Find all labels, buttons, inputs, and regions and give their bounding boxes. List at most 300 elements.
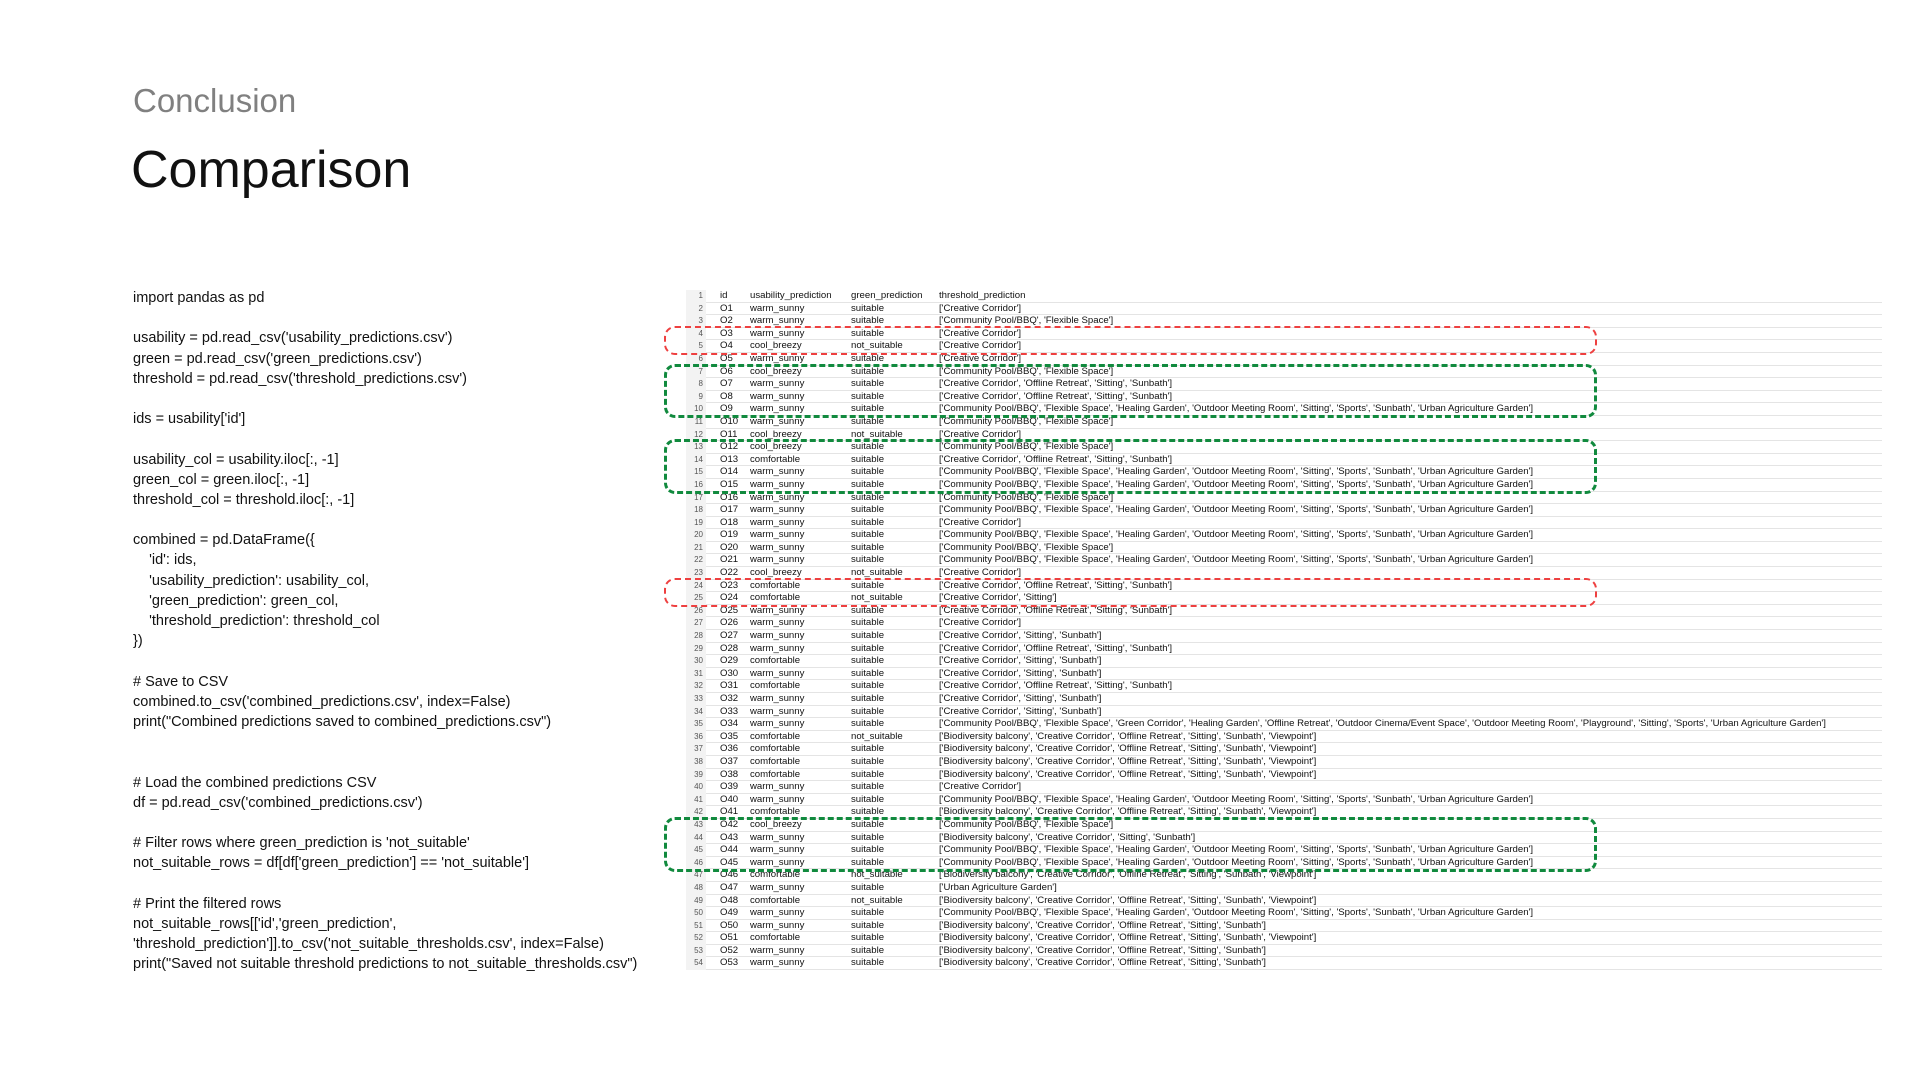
usability-cell: comfortable — [750, 932, 801, 944]
green-cell: suitable — [851, 554, 885, 566]
row-number: 53 — [686, 945, 706, 958]
row-number: 30 — [686, 655, 706, 668]
row-number: 43 — [686, 819, 706, 832]
green-cell: not_suitable — [851, 592, 903, 604]
row-number: 8 — [686, 378, 706, 391]
green-cell: suitable — [851, 365, 885, 377]
row-number: 18 — [686, 504, 706, 517]
green-cell: suitable — [851, 529, 885, 541]
row-number: 21 — [686, 542, 706, 555]
green-cell: suitable — [851, 881, 885, 893]
table-row — [686, 945, 1882, 958]
code-line: df = pd.read_csv('combined_predictions.csv') — [133, 794, 423, 811]
row-number: 44 — [686, 832, 706, 845]
id-cell: O36 — [720, 743, 739, 755]
green-cell: suitable — [851, 844, 885, 856]
id-cell: O20 — [720, 541, 739, 553]
table-row — [686, 718, 1882, 731]
code-line — [133, 389, 637, 409]
threshold-cell: ['Biodiversity balcony', 'Creative Corridor', 'Offline Retreat', 'Sitting', 'Sunbath', 'Viewpoint'] — [939, 894, 1317, 906]
green-cell: suitable — [851, 453, 885, 465]
id-cell: O47 — [720, 881, 739, 893]
table-row — [686, 769, 1882, 782]
row-number: 37 — [686, 743, 706, 756]
row-number: 2 — [686, 303, 706, 316]
usability-cell: cool_breezy — [750, 365, 802, 377]
usability-cell: comfortable — [750, 806, 801, 818]
threshold-cell: ['Creative Corridor'] — [939, 516, 1022, 528]
id-cell: O31 — [720, 680, 739, 692]
code-line — [133, 813, 637, 833]
usability-cell: warm_sunny — [750, 718, 805, 730]
threshold-cell: ['Creative Corridor'] — [939, 617, 1022, 629]
threshold-cell: ['Biodiversity balcony', 'Creative Corridor', 'Offline Retreat', 'Sitting', 'Sunbath'] — [939, 944, 1266, 956]
id-cell: O42 — [720, 818, 739, 830]
green-cell: suitable — [851, 541, 885, 553]
id-cell: O37 — [720, 755, 739, 767]
green-cell: suitable — [851, 378, 885, 390]
table-row — [686, 643, 1882, 656]
green-cell: suitable — [851, 806, 885, 818]
id-cell: O38 — [720, 768, 739, 780]
row-number: 50 — [686, 907, 706, 920]
green-highlight-box — [664, 364, 1597, 418]
usability-cell: warm_sunny — [750, 831, 805, 843]
table-row — [686, 517, 1882, 530]
threshold-cell: ['Community Pool/BBQ', 'Flexible Space', 'Healing Garden', 'Outdoor Meeting Room', 'Sitting', 'Sports', 'Sunbath', 'Urban Agriculture Garden'] — [939, 856, 1534, 868]
id-cell: O11 — [720, 428, 738, 440]
green-cell: suitable — [851, 478, 885, 490]
table-row — [686, 907, 1882, 920]
id-cell: O35 — [720, 730, 739, 742]
code-line — [133, 510, 637, 530]
threshold-cell: ['Creative Corridor'] — [939, 352, 1022, 364]
id-cell: O40 — [720, 793, 739, 805]
usability-cell: cool_breezy — [750, 818, 802, 830]
threshold-cell: ['Community Pool/BBQ', 'Flexible Space'] — [939, 315, 1114, 327]
table-row — [686, 630, 1882, 643]
row-number: 19 — [686, 517, 706, 530]
green-cell: suitable — [851, 655, 885, 667]
green-cell: suitable — [851, 907, 885, 919]
id-cell: O9 — [720, 403, 733, 415]
row-number: 24 — [686, 580, 706, 593]
row-number: 48 — [686, 882, 706, 895]
row-number: 14 — [686, 454, 706, 467]
row-number: 31 — [686, 668, 706, 681]
green-cell: suitable — [851, 441, 885, 453]
usability-cell: warm_sunny — [750, 516, 805, 528]
id-cell: O7 — [720, 378, 733, 390]
code-line: 'threshold_prediction']].to_csv('not_suitable_thresholds.csv', index=False) — [133, 936, 604, 952]
usability-cell: comfortable — [750, 730, 801, 742]
green-cell: suitable — [851, 466, 885, 478]
slide-title: Comparison — [131, 141, 412, 199]
usability-cell: comfortable — [750, 680, 801, 692]
code-line — [133, 873, 637, 893]
threshold-cell: ['Biodiversity balcony', 'Creative Corridor', 'Offline Retreat', 'Sitting', 'Sunbath', 'Viewpoint'] — [939, 768, 1317, 780]
green-cell: suitable — [851, 831, 885, 843]
id-cell: O41 — [720, 806, 739, 818]
code-line: green = pd.read_csv('green_predictions.csv') — [133, 350, 422, 367]
threshold-cell: ['Creative Corridor'] — [939, 781, 1022, 793]
threshold-cell: ['Creative Corridor', 'Sitting', 'Sunbath'] — [939, 705, 1102, 717]
usability-cell: warm_sunny — [750, 705, 805, 717]
table-row — [686, 781, 1882, 794]
table-row — [686, 706, 1882, 719]
usability-cell: warm_sunny — [750, 642, 805, 654]
usability-cell: warm_sunny — [750, 617, 805, 629]
row-number: 51 — [686, 920, 706, 933]
threshold-cell: ['Community Pool/BBQ', 'Flexible Space'] — [939, 541, 1114, 553]
green-cell: suitable — [851, 919, 885, 931]
usability-cell: warm_sunny — [750, 352, 805, 364]
row-number: 23 — [686, 567, 706, 580]
row-number: 25 — [686, 592, 706, 605]
id-cell: O19 — [720, 529, 739, 541]
table-row — [686, 920, 1882, 933]
row-number: 47 — [686, 869, 706, 882]
id-cell: O32 — [720, 693, 739, 704]
id-cell: O29 — [720, 655, 739, 667]
table-row — [686, 542, 1882, 555]
code-line: not_suitable_rows[['id','green_prediction', — [133, 915, 397, 932]
row-number: 5 — [686, 340, 706, 353]
threshold-cell: ['Community Pool/BBQ', 'Flexible Space'] — [939, 818, 1114, 830]
table-row — [686, 895, 1882, 908]
row-number: 49 — [686, 895, 706, 908]
usability-cell: warm_sunny — [750, 529, 805, 541]
usability-cell: warm_sunny — [750, 327, 805, 339]
table-row — [686, 668, 1882, 681]
id-cell: O22 — [720, 567, 739, 579]
usability-cell: warm_sunny — [750, 504, 805, 516]
green-cell: suitable — [851, 352, 885, 364]
green-highlight-box — [664, 439, 1597, 493]
green-cell: suitable — [851, 718, 885, 730]
id-cell: O15 — [720, 478, 739, 490]
row-number: 38 — [686, 756, 706, 769]
usability-cell: cool_breezy — [750, 340, 802, 352]
table-row — [686, 743, 1882, 756]
green-cell: suitable — [851, 302, 885, 314]
column-header: usability_prediction — [750, 290, 832, 301]
threshold-cell: ['Biodiversity balcony', 'Creative Corridor', 'Offline Retreat', 'Sitting', 'Sunbath', 'Viewpoint'] — [939, 869, 1317, 881]
threshold-cell: ['Biodiversity balcony', 'Creative Corridor', 'Offline Retreat', 'Sitting', 'Sunbath', 'Viewpoint'] — [939, 730, 1317, 742]
id-cell: O1 — [720, 302, 733, 314]
usability-cell: warm_sunny — [750, 541, 805, 553]
threshold-cell: ['Creative Corridor', 'Offline Retreat', 'Sitting', 'Sunbath'] — [939, 579, 1173, 591]
table-row — [686, 731, 1882, 744]
id-cell: O43 — [720, 831, 739, 843]
threshold-cell: ['Creative Corridor', 'Offline Retreat', 'Sitting', 'Sunbath'] — [939, 642, 1173, 654]
code-line — [133, 732, 637, 752]
threshold-cell: ['Creative Corridor'] — [939, 340, 1022, 352]
code-line: print("Combined predictions saved to combined_predictions.csv") — [133, 713, 552, 730]
id-cell: O30 — [720, 667, 739, 679]
usability-cell: warm_sunny — [750, 793, 805, 805]
threshold-cell: ['Creative Corridor'] — [939, 567, 1022, 579]
usability-cell: warm_sunny — [750, 415, 805, 427]
table-row — [686, 693, 1882, 706]
usability-cell: warm_sunny — [750, 881, 805, 893]
row-number: 22 — [686, 554, 706, 567]
usability-cell: warm_sunny — [750, 315, 805, 327]
usability-cell: cool_breezy — [750, 441, 802, 453]
threshold-cell: ['Creative Corridor', 'Offline Retreat', 'Sitting', 'Sunbath'] — [939, 390, 1173, 402]
green-cell: suitable — [851, 781, 885, 793]
usability-cell: warm_sunny — [750, 667, 805, 679]
green-cell: suitable — [851, 516, 885, 528]
code-line: usability_col = usability.iloc[:, -1] — [133, 451, 339, 468]
code-line: 'green_prediction': green_col, — [133, 592, 339, 609]
code-line: 'id': ids, — [133, 552, 197, 569]
code-line: # Print the filtered rows — [133, 895, 282, 912]
green-cell: suitable — [851, 579, 885, 591]
code-line: usability = pd.read_csv('usability_predictions.csv') — [133, 330, 453, 347]
threshold-cell: ['Creative Corridor', 'Offline Retreat', 'Sitting', 'Sunbath'] — [939, 453, 1173, 465]
green-cell: suitable — [851, 793, 885, 805]
green-cell: not_suitable — [851, 894, 903, 906]
usability-cell: comfortable — [750, 894, 801, 906]
table-row — [686, 882, 1882, 895]
row-number: 20 — [686, 529, 706, 542]
code-line — [133, 752, 637, 772]
threshold-cell: ['Biodiversity balcony', 'Creative Corridor', 'Offline Retreat', 'Sitting', 'Sunbath', 'Viewpoint'] — [939, 755, 1317, 767]
row-number: 34 — [686, 706, 706, 719]
green-cell: suitable — [851, 491, 885, 503]
threshold-cell: ['Creative Corridor', 'Offline Retreat', 'Sitting', 'Sunbath'] — [939, 604, 1173, 616]
id-cell: O27 — [720, 630, 739, 642]
threshold-cell: ['Community Pool/BBQ', 'Flexible Space'] — [939, 441, 1114, 453]
id-cell: O2 — [720, 315, 733, 327]
code-line: combined.to_csv('combined_predictions.csv', index=False) — [133, 693, 511, 710]
code-line — [133, 429, 637, 449]
table-row — [686, 529, 1882, 542]
table-row — [686, 794, 1882, 807]
column-header: id — [720, 290, 728, 301]
row-number: 7 — [686, 366, 706, 379]
usability-cell: warm_sunny — [750, 466, 805, 478]
id-cell: O3 — [720, 327, 733, 339]
threshold-cell: ['Community Pool/BBQ', 'Flexible Space', 'Healing Garden', 'Outdoor Meeting Room', 'Sitting', 'Sports', 'Sunbath', 'Urban Agriculture Garden'] — [939, 554, 1534, 566]
usability-cell: warm_sunny — [750, 944, 805, 956]
code-line: green_col = green.iloc[:, -1] — [133, 471, 310, 488]
row-number: 6 — [686, 353, 706, 366]
usability-cell: warm_sunny — [750, 907, 805, 919]
usability-cell: warm_sunny — [750, 604, 805, 616]
threshold-cell: ['Community Pool/BBQ', 'Flexible Space'] — [939, 491, 1114, 503]
code-line — [133, 651, 637, 671]
row-number: 46 — [686, 857, 706, 870]
green-cell: suitable — [851, 604, 885, 616]
threshold-cell: ['Community Pool/BBQ', 'Flexible Space', 'Healing Garden', 'Outdoor Meeting Room', 'Sitting', 'Sports', 'Sunbath', 'Urban Agriculture Garden'] — [939, 403, 1534, 415]
table-row — [686, 932, 1882, 945]
threshold-cell: ['Creative Corridor', 'Sitting'] — [939, 592, 1057, 604]
code-line: threshold = pd.read_csv('threshold_predictions.csv') — [133, 370, 467, 387]
green-cell: suitable — [851, 743, 885, 755]
usability-cell: warm_sunny — [750, 478, 805, 490]
id-cell: O13 — [720, 453, 739, 465]
id-cell: O34 — [720, 718, 739, 730]
row-number: 28 — [686, 630, 706, 643]
id-cell: O8 — [720, 390, 733, 402]
row-number: 16 — [686, 479, 706, 492]
row-number: 35 — [686, 718, 706, 731]
usability-cell: comfortable — [750, 869, 801, 881]
row-number: 10 — [686, 403, 706, 416]
row-number: 39 — [686, 769, 706, 782]
row-number: 32 — [686, 680, 706, 693]
id-cell: O23 — [720, 579, 739, 591]
table-row — [686, 617, 1882, 630]
threshold-cell: ['Community Pool/BBQ', 'Flexible Space', 'Healing Garden', 'Outdoor Meeting Room', 'Sitting', 'Sports', 'Sunbath', 'Urban Agriculture Garden'] — [939, 907, 1534, 919]
green-cell: not_suitable — [851, 340, 903, 352]
green-cell: suitable — [851, 617, 885, 629]
code-line: not_suitable_rows = df[df['green_prediction'] == 'not_suitable'] — [133, 855, 529, 872]
green-cell: suitable — [851, 642, 885, 654]
code-line: print("Saved not suitable threshold predictions to not_suitable_thresholds.csv") — [133, 956, 638, 973]
id-cell: O10 — [720, 415, 739, 427]
slide-kicker: Conclusion — [133, 82, 297, 119]
row-number: 41 — [686, 794, 706, 807]
usability-cell: comfortable — [750, 579, 801, 591]
green-highlight-box — [664, 817, 1597, 871]
id-cell: O16 — [720, 491, 739, 503]
green-cell: not_suitable — [851, 730, 903, 742]
threshold-cell: ['Community Pool/BBQ', 'Flexible Space', 'Healing Garden', 'Outdoor Meeting Room', 'Sitting', 'Sports', 'Sunbath', 'Urban Agriculture Garden'] — [939, 504, 1534, 516]
row-number: 45 — [686, 844, 706, 857]
code-line: # Save to CSV — [133, 673, 229, 690]
green-cell: suitable — [851, 932, 885, 944]
row-number: 27 — [686, 617, 706, 630]
code-block — [133, 288, 637, 974]
usability-cell: warm_sunny — [750, 491, 805, 503]
id-cell: O49 — [720, 907, 739, 919]
green-cell: suitable — [851, 755, 885, 767]
row-number: 26 — [686, 605, 706, 618]
green-cell: suitable — [851, 415, 885, 427]
green-cell: suitable — [851, 327, 885, 339]
threshold-cell: ['Creative Corridor', 'Offline Retreat', 'Sitting', 'Sunbath'] — [939, 680, 1173, 692]
column-header: green_prediction — [851, 290, 923, 301]
code-line: combined = pd.DataFrame({ — [133, 532, 315, 549]
id-cell: O51 — [720, 932, 739, 944]
code-line: threshold_col = threshold.iloc[:, -1] — [133, 491, 355, 508]
threshold-cell: ['Biodiversity balcony', 'Creative Corridor', 'Offline Retreat', 'Sitting', 'Sunbath'] — [939, 957, 1266, 969]
id-cell: O39 — [720, 781, 739, 793]
threshold-cell: ['Community Pool/BBQ', 'Flexible Space', 'Healing Garden', 'Outdoor Meeting Room', 'Sitting', 'Sports', 'Sunbath', 'Urban Agriculture Garden'] — [939, 478, 1534, 490]
row-number: 3 — [686, 315, 706, 328]
row-number: 52 — [686, 932, 706, 945]
table-row — [686, 655, 1882, 668]
threshold-cell: ['Biodiversity balcony', 'Creative Corridor', 'Offline Retreat', 'Sitting', 'Sunbath', 'Viewpoint'] — [939, 743, 1317, 755]
red-highlight-box — [664, 578, 1597, 607]
usability-cell: warm_sunny — [750, 844, 805, 856]
usability-cell: warm_sunny — [750, 554, 805, 566]
code-line: 'usability_prediction': usability_col, — [133, 572, 370, 589]
green-cell: suitable — [851, 630, 885, 642]
green-cell: suitable — [851, 403, 885, 415]
usability-cell: warm_sunny — [750, 856, 805, 868]
id-cell: O46 — [720, 869, 739, 881]
green-cell: not_suitable — [851, 869, 903, 881]
green-cell: suitable — [851, 667, 885, 679]
green-cell: suitable — [851, 818, 885, 830]
id-cell: O44 — [720, 844, 739, 856]
threshold-cell: ['Urban Agriculture Garden'] — [939, 881, 1057, 893]
id-cell: O33 — [720, 705, 739, 717]
threshold-cell: ['Creative Corridor', 'Sitting', 'Sunbath'] — [939, 693, 1102, 704]
table-row — [686, 680, 1882, 693]
code-line: 'threshold_prediction': threshold_col — [133, 613, 380, 629]
usability-cell: warm_sunny — [750, 957, 805, 969]
table-row — [686, 303, 1882, 316]
green-cell: suitable — [851, 390, 885, 402]
usability-cell: comfortable — [750, 743, 801, 755]
table-row — [686, 554, 1882, 567]
row-number: 12 — [686, 429, 706, 442]
table-row — [686, 756, 1882, 769]
threshold-cell: ['Community Pool/BBQ', 'Flexible Space', 'Healing Garden', 'Outdoor Meeting Room', 'Sitting', 'Sports', 'Sunbath', 'Urban Agriculture Garden'] — [939, 466, 1534, 478]
threshold-cell: ['Community Pool/BBQ', 'Flexible Space', 'Green Corridor', 'Healing Garden', 'Offline Retreat', 'Outdoor Cinema/Event Space', 'Outdoor Meeting Room', 'Playground', 'Sitting', 'Sports', 'Urban Agriculture Garden'] — [939, 718, 1826, 730]
red-highlight-box — [664, 326, 1597, 355]
threshold-cell: ['Biodiversity balcony', 'Creative Corridor', 'Offline Retreat', 'Sitting', 'Sunbath', 'Viewpoint'] — [939, 932, 1317, 944]
table-row — [686, 504, 1882, 517]
green-cell: suitable — [851, 856, 885, 868]
green-cell: suitable — [851, 504, 885, 516]
green-cell: suitable — [851, 705, 885, 717]
row-number: 4 — [686, 328, 706, 341]
spreadsheet — [686, 290, 1882, 970]
threshold-cell: ['Creative Corridor'] — [939, 327, 1022, 339]
row-number: 29 — [686, 643, 706, 656]
id-cell: O24 — [720, 592, 739, 604]
threshold-cell: ['Creative Corridor'] — [939, 428, 1022, 440]
usability-cell: cool_breezy — [750, 567, 802, 579]
usability-cell: comfortable — [750, 592, 801, 604]
threshold-cell: ['Community Pool/BBQ', 'Flexible Space', 'Healing Garden', 'Outdoor Meeting Room', 'Sitting', 'Sports', 'Sunbath', 'Urban Agriculture Garden'] — [939, 529, 1534, 541]
code-line: import pandas as pd — [133, 290, 265, 306]
row-number: 33 — [686, 693, 706, 706]
usability-cell: warm_sunny — [750, 378, 805, 390]
usability-cell: warm_sunny — [750, 403, 805, 415]
id-cell: O53 — [720, 957, 739, 969]
threshold-cell: ['Biodiversity balcony', 'Creative Corridor', 'Offline Retreat', 'Sitting', 'Sunbath', 'Viewpoint'] — [939, 806, 1317, 818]
green-cell: suitable — [851, 693, 885, 704]
green-cell: not_suitable — [851, 567, 903, 579]
row-number: 42 — [686, 806, 706, 819]
green-cell: suitable — [851, 957, 885, 969]
id-cell: O26 — [720, 617, 739, 629]
usability-cell: warm_sunny — [750, 390, 805, 402]
row-number: 17 — [686, 492, 706, 505]
green-cell: suitable — [851, 944, 885, 956]
green-cell: suitable — [851, 768, 885, 780]
usability-cell: cool_breezy — [750, 428, 802, 440]
row-number: 13 — [686, 441, 706, 454]
id-cell: O28 — [720, 642, 739, 654]
row-number: 1 — [686, 290, 706, 303]
usability-cell: comfortable — [750, 755, 801, 767]
green-cell: not_suitable — [851, 428, 903, 440]
usability-cell: comfortable — [750, 453, 801, 465]
code-line — [133, 308, 637, 328]
id-cell: O48 — [720, 894, 739, 906]
usability-cell: warm_sunny — [750, 781, 805, 793]
id-cell: O50 — [720, 919, 739, 931]
row-number: 54 — [686, 957, 706, 970]
